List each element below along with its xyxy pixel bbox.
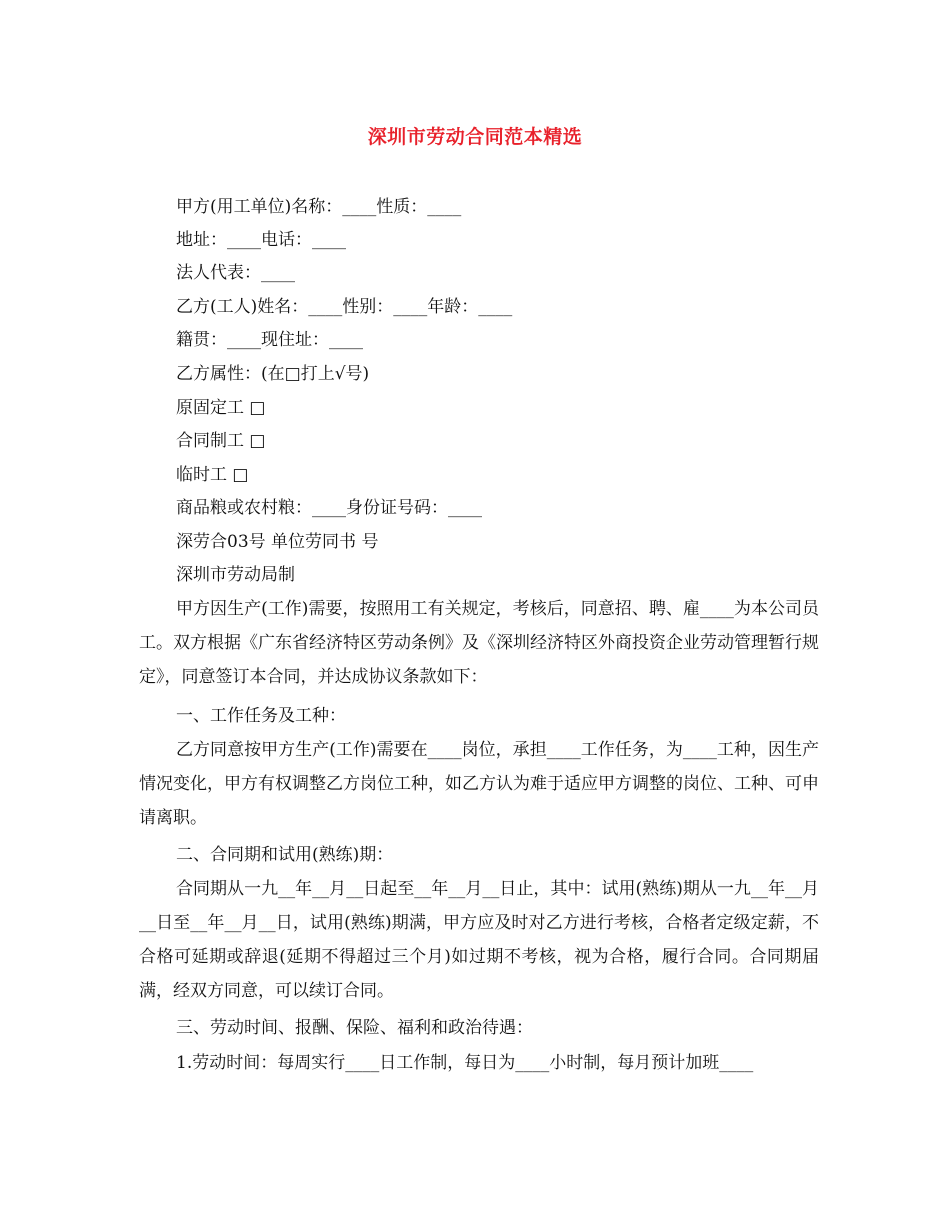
legal-rep-line: 法人代表：____ — [176, 263, 295, 283]
contract-number-line: 深劳合03号 单位劳同书 号 — [176, 532, 379, 552]
option-permanent-worker: 原固定工 □ — [176, 398, 266, 418]
section-3-item-1: 1.劳动时间：每周实行____日工作制，每日为____小时制，每月预计加班____ — [176, 1053, 754, 1073]
option-contract-worker: 合同制工 □ — [176, 431, 266, 451]
issuer-line: 深圳市劳动局制 — [176, 565, 295, 585]
section-2-heading: 二、合同期和试用(熟练)期： — [176, 845, 394, 865]
option-temporary-worker: 临时工 □ — [176, 465, 249, 485]
section-1-heading: 一、工作任务及工种： — [176, 706, 346, 726]
section-2-paragraph: 合同期从一九__年__月__日起至__年__月__日止，其中：试用(熟练)期从一九__年__月__日至__年__月__日，试用(熟练)期满，甲方应及时对乙方进行考核，合格者定级定薪，不合格可延期或辞退(延期不得超过三个月)如过期不考核，视为合格，履行合同。合同期届满，经双方同意，可以续订合同。 — [139, 879, 819, 1001]
party-b-attribute-line: 乙方属性：(在□打上√号) — [176, 364, 370, 384]
grain-id-line: 商品粮或农村粮：____身份证号码：____ — [176, 498, 482, 518]
intro-paragraph: 甲方因生产(工作)需要，按照用工有关规定，考核后，同意招、聘、雇____为本公司员工。双方根据《广东省经济特区劳动条例》及《深圳经济特区外商投资企业劳动管理暂行规定》，同意签订本合同，并达成协议条款如下： — [139, 599, 819, 687]
document-title: 深圳市劳动合同范本精选 — [367, 126, 583, 148]
section-3-heading: 三、劳动时间、报酬、保险、福利和政治待遇： — [176, 1018, 533, 1038]
party-a-name-line: 甲方(用工单位)名称：____性质：____ — [176, 197, 462, 217]
party-b-name-line: 乙方(工人)姓名：____性别：____年龄：____ — [176, 297, 513, 317]
native-place-line: 籍贯：____现住址：____ — [176, 330, 363, 350]
section-1-paragraph: 乙方同意按甲方生产(工作)需要在____岗位，承担____工作任务，为____工种，因生产情况变化，甲方有权调整乙方岗位工种，如乙方认为难于适应甲方调整的岗位、工种、可申请离职。 — [139, 740, 819, 828]
address-line: 地址：____电话：____ — [176, 230, 346, 250]
